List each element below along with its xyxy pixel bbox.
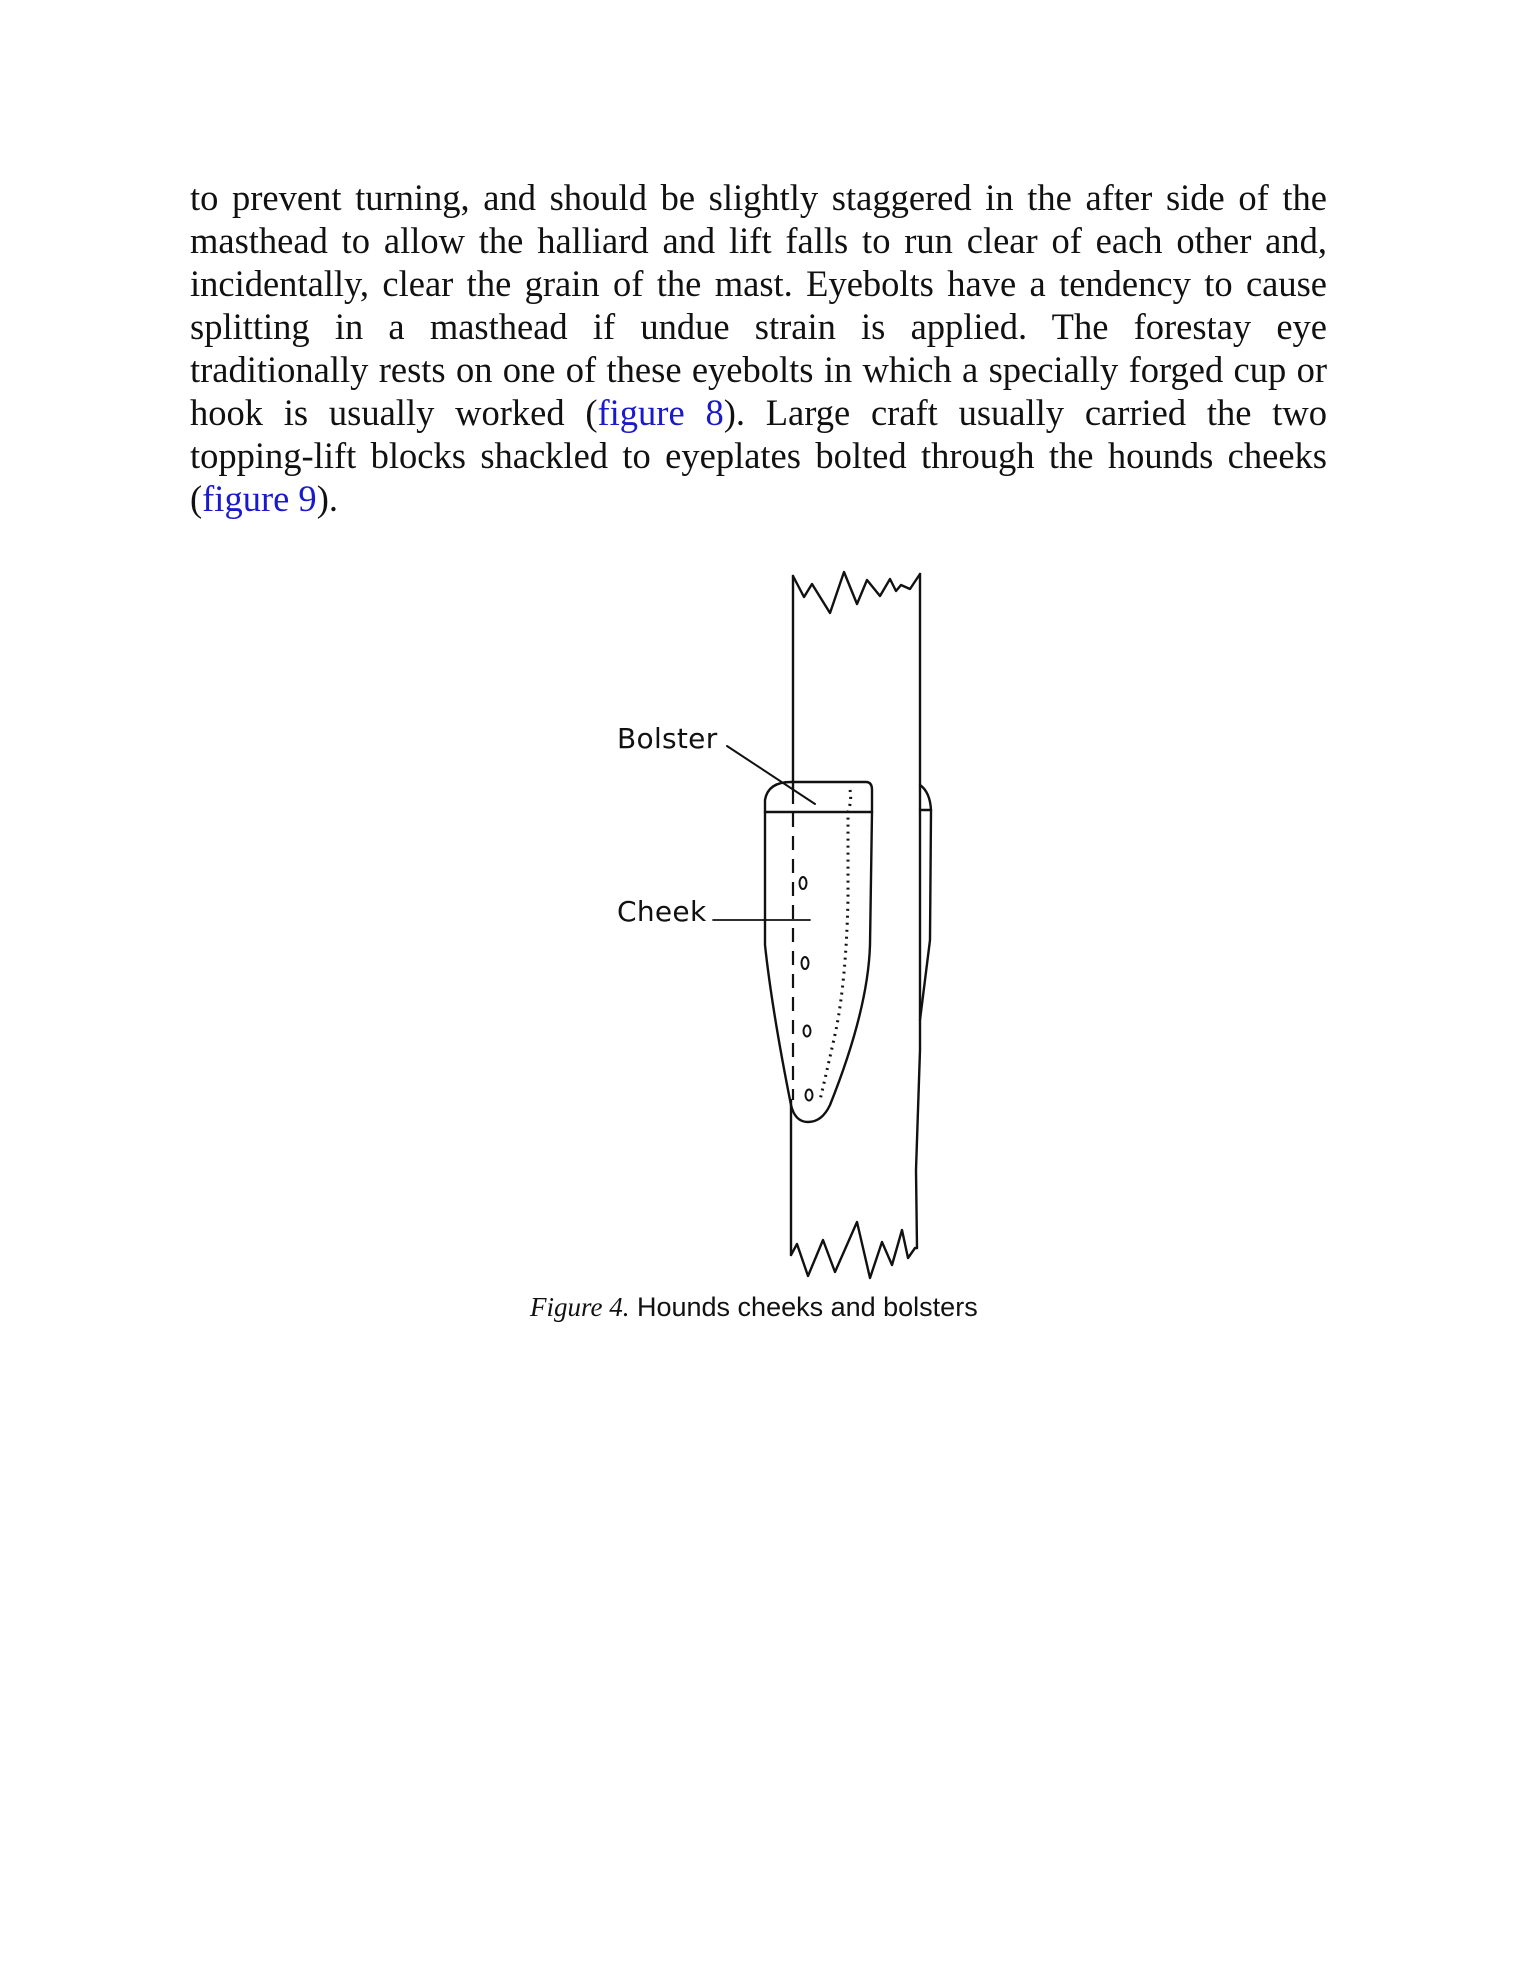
text-run: to prevent turning, and should be slightly staggered in the after side of the	[190, 177, 1327, 218]
bolt-hole-icon	[800, 877, 807, 889]
text-line	[190, 219, 1327, 262]
bolt-hole-icon	[806, 1090, 813, 1101]
text-run: splitting in a masthead if undue strain is applied. The forestay eye	[190, 306, 1327, 347]
right-bolster	[920, 785, 931, 810]
text-run: masthead to allow the halliard and lift falls to run clear of each other and,	[190, 220, 1327, 261]
text-run: topping-lift blocks shackled to eyeplates bolted through the hounds cheeks	[190, 435, 1327, 476]
figure-9-link[interactable]: figure 9	[202, 478, 317, 519]
text-run: ).	[316, 478, 338, 519]
text-run: (	[190, 478, 203, 519]
text-run: traditionally rests on one of these eyebolts in which a specially forged cup or	[190, 349, 1327, 390]
mast-right-edge	[916, 574, 920, 1248]
bolt-holes	[800, 877, 813, 1101]
text-run: incidentally, clear the grain of the mast. Eyebolts have a tendency to cause	[190, 263, 1327, 304]
mast-top-break	[793, 572, 920, 613]
caption-text: Hounds cheeks and bolsters	[629, 1292, 978, 1322]
text-run: hook is usually worked (	[190, 392, 598, 433]
text-line	[190, 262, 1327, 305]
figure-caption	[530, 1292, 978, 1323]
bolster-leader-line	[727, 746, 815, 804]
text-line	[190, 391, 1327, 434]
bolster-outline	[765, 782, 872, 812]
right-cheek	[920, 810, 931, 1020]
text-line	[190, 305, 1327, 348]
text-line	[190, 434, 1327, 477]
cheek-label: Cheek	[617, 895, 707, 928]
text-line	[190, 348, 1327, 391]
mast-bottom-break	[791, 1222, 917, 1278]
figure-8-link[interactable]: figure 8	[597, 392, 724, 433]
cheek-dotted-edge	[820, 790, 851, 1100]
text-line	[190, 477, 1327, 520]
cheek-outline	[765, 812, 872, 1122]
text-run: ). Large craft usually carried the two	[723, 392, 1328, 433]
bolt-hole-icon	[802, 957, 809, 969]
text-line	[190, 176, 1327, 219]
bolt-hole-icon	[804, 1026, 811, 1037]
caption-figure-number: Figure 4.	[530, 1292, 630, 1322]
body-paragraph	[190, 176, 1327, 520]
bolster-label: Bolster	[617, 722, 718, 755]
